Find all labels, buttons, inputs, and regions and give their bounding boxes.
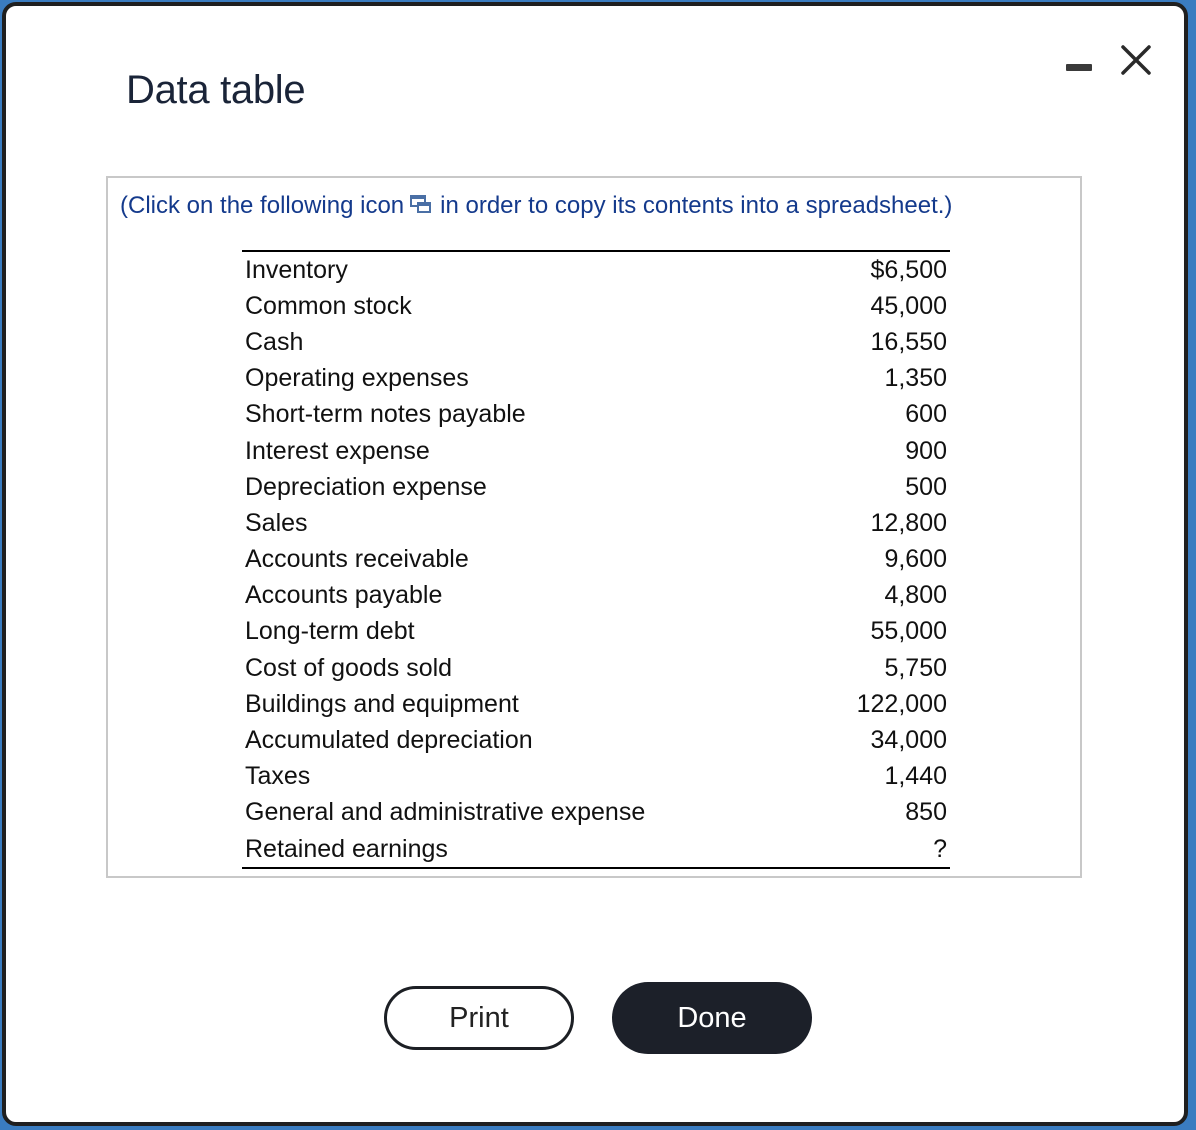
table-row <box>242 795 950 831</box>
table-row <box>242 361 950 397</box>
instruction-text-after: in order to copy its contents into a spreadsheet.) <box>440 192 953 219</box>
account-amount: 55,000 <box>870 617 947 646</box>
account-amount: 12,800 <box>870 508 947 537</box>
table-row <box>242 469 950 505</box>
account-amount: ? <box>933 834 947 863</box>
account-amount: 600 <box>905 400 947 429</box>
account-label: Accounts payable <box>245 581 443 610</box>
account-label: Depreciation expense <box>245 472 487 501</box>
table-row <box>242 650 950 686</box>
print-button[interactable]: Print <box>384 986 574 1050</box>
table-row <box>242 578 950 614</box>
account-label: Common stock <box>245 291 412 320</box>
account-label: Long-term debt <box>245 617 415 646</box>
account-amount: 900 <box>905 436 947 465</box>
account-amount: 9,600 <box>884 545 947 574</box>
account-label: Retained earnings <box>245 834 448 863</box>
table-row <box>242 686 950 722</box>
account-amount: 122,000 <box>856 689 947 718</box>
account-label: Taxes <box>245 762 311 791</box>
account-label: Cash <box>245 327 304 356</box>
table-row <box>242 542 950 578</box>
table-row <box>242 397 950 433</box>
account-amount: 4,800 <box>884 581 947 610</box>
dialog-title: Data table <box>126 68 306 112</box>
table-row <box>242 722 950 758</box>
table-row <box>242 288 950 324</box>
close-icon <box>1118 42 1154 78</box>
account-label: Short-term notes payable <box>245 400 526 429</box>
account-label: Accumulated depreciation <box>245 726 533 755</box>
account-amount: 1,440 <box>884 762 947 791</box>
account-label: Operating expenses <box>245 364 469 393</box>
table-row <box>242 324 950 360</box>
table-row <box>242 831 950 868</box>
done-button[interactable]: Done <box>612 982 812 1054</box>
account-amount: 34,000 <box>870 726 947 755</box>
minimize-button[interactable] <box>1064 58 1094 78</box>
copy-instruction <box>120 192 952 221</box>
account-label: Accounts receivable <box>245 545 469 574</box>
account-label: Inventory <box>245 255 348 284</box>
account-label: Buildings and equipment <box>245 689 519 718</box>
data-panel <box>106 176 1082 878</box>
table-row <box>242 251 950 288</box>
account-amount: 45,000 <box>870 291 947 320</box>
account-amount: 1,350 <box>884 364 947 393</box>
instruction-text-before: (Click on the following icon <box>120 192 405 219</box>
table-row <box>242 433 950 469</box>
table-row <box>242 505 950 541</box>
account-label: Sales <box>245 508 308 537</box>
account-amount: 500 <box>905 472 947 501</box>
minimize-icon <box>1066 64 1092 71</box>
account-label: Cost of goods sold <box>245 653 453 682</box>
account-amount: 5,750 <box>884 653 947 682</box>
table-row <box>242 759 950 795</box>
data-table-dialog <box>2 2 1188 1126</box>
close-button[interactable] <box>1118 42 1154 78</box>
account-amount: 850 <box>905 798 947 827</box>
account-amount: 16,550 <box>870 327 947 356</box>
table-row <box>242 614 950 650</box>
account-label: General and administrative expense <box>245 798 646 827</box>
account-label: Interest expense <box>245 436 430 465</box>
account-balances-table <box>242 250 950 869</box>
copy-spreadsheet-icon[interactable] <box>410 193 432 221</box>
account-amount: $6,500 <box>870 255 947 284</box>
